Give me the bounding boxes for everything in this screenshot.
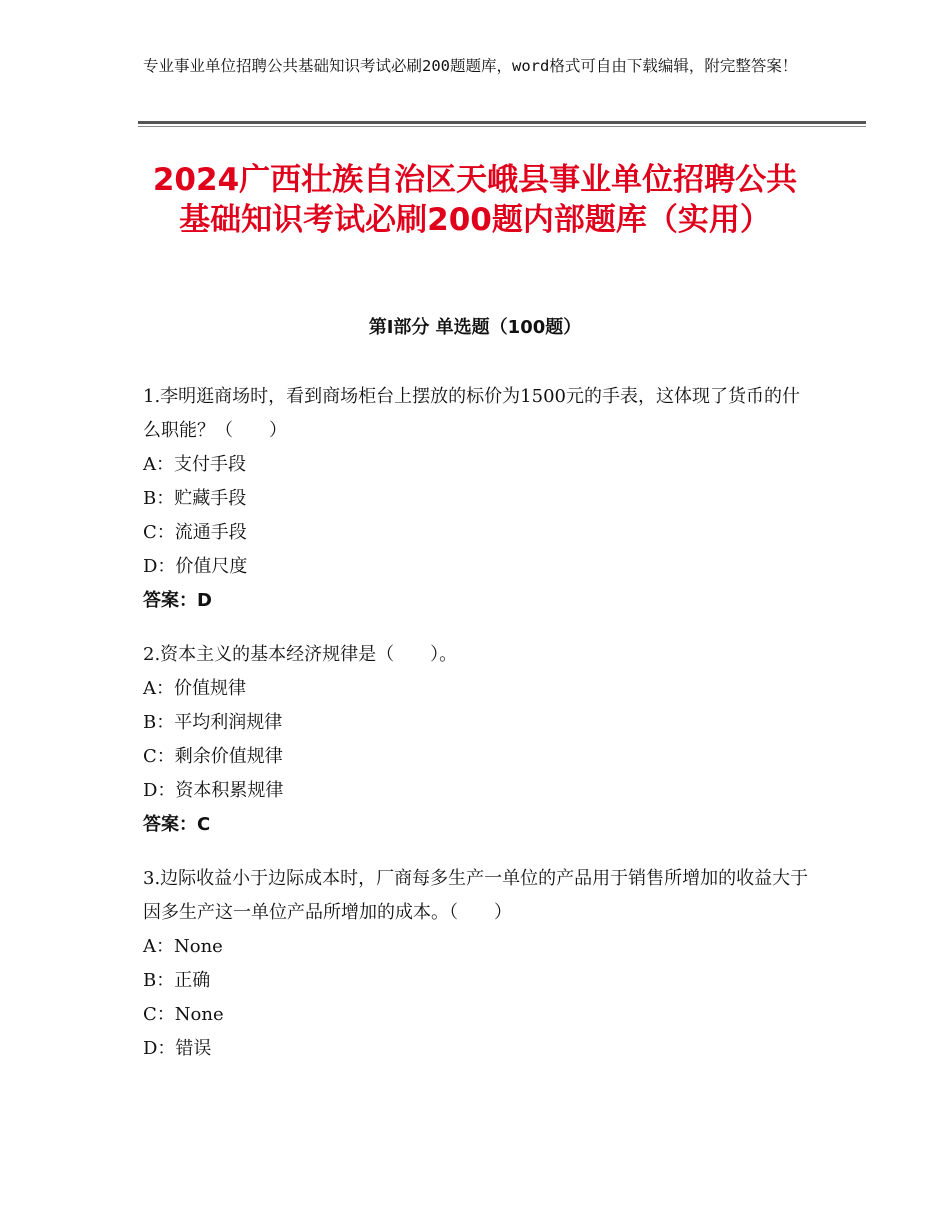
question-1 [143,380,813,618]
option-c: C：流通手段 [143,522,247,543]
question-3 [143,862,813,1066]
question-2 [143,638,813,842]
header-note: 专业事业单位招聘公共基础知识考试必刷200题题库，word格式可自由下载编辑，附完整答案！ [143,57,798,75]
header-divider-thin [138,126,866,127]
option-d: D：错误 [143,1038,212,1059]
question-stem: 2.资本主义的基本经济规律是（ ）。 [143,644,458,665]
option-b: B：正确 [143,970,211,991]
option-c: C：None [143,1004,224,1025]
option-a: A：支付手段 [143,454,246,475]
option-a: A：价值规律 [143,678,246,699]
question-list [143,380,813,1086]
answer-line: 答案：C [143,814,211,835]
option-c: C：剩余价值规律 [143,746,283,767]
option-b: B：平均利润规律 [143,712,283,733]
section-heading: 第I部分 单选题（100题） [368,317,582,338]
option-a: A：None [143,936,223,957]
option-d: D：资本积累规律 [143,780,284,801]
answer-line: 答案：D [143,590,212,611]
document-title: 2024广西壮族自治区天峨县事业单位招聘公共基础知识考试必刷200题内部题库（实用） [152,162,798,238]
question-stem: 3.边际收益小于边际成本时，厂商每多生产一单位的产品用于销售所增加的收益大于因多生产这一单位产品所增加的成本。（ ） [143,868,809,923]
header-divider-thick [138,121,866,124]
option-b: B：贮藏手段 [143,488,247,509]
option-d: D：价值尺度 [143,556,248,577]
question-stem: 1.李明逛商场时，看到商场柜台上摆放的标价为1500元的手表，这体现了货币的什么职能？（ ） [143,386,800,441]
